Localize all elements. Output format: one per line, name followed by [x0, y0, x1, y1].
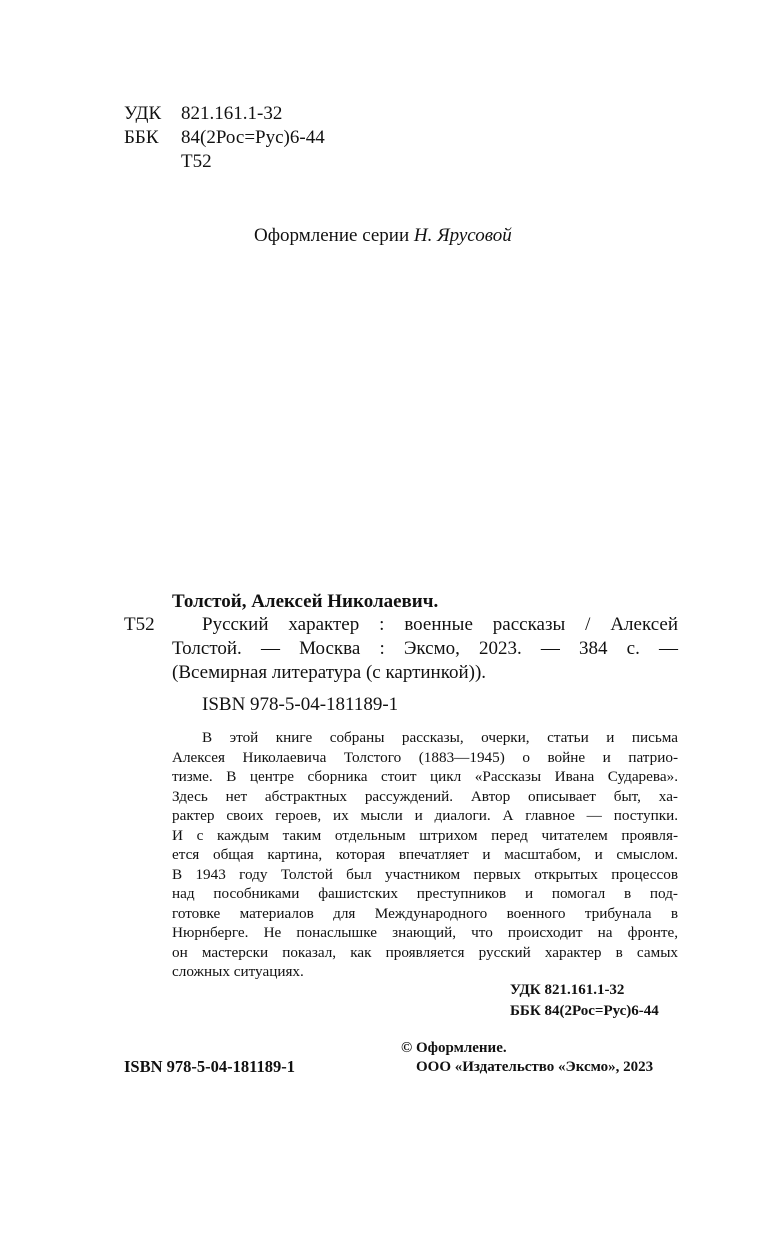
annotation-line: Здесь нет абстрактных рассуждений. Автор описывает быт, ха-: [172, 788, 678, 805]
bib-line-1: Русский характер : военные рассказы / Алексей: [202, 614, 678, 635]
author-heading: Толстой, Алексей Николаевич.: [172, 591, 439, 612]
annotation-line: ется общая картина, которая впечатляет и масштабом, и смыслом.: [172, 846, 678, 863]
annotation-line: Алексея Николаевича Толстого (1883—1945) о войне и патрио-: [172, 749, 678, 766]
bbk-value: 84(2Рос=Рус)6-44: [181, 127, 325, 148]
footer-isbn: ISBN 978-5-04-181189-1: [124, 1057, 295, 1076]
index-udk: УДК 821.161.1-32: [510, 982, 625, 998]
index-bbk: ББК 84(2Рос=Рус)6-44: [510, 1003, 659, 1019]
copyright-line-1: © Оформление.: [401, 1040, 507, 1056]
annotation-line: тизме. В центре сборника стоит цикл «Рассказы Ивана Сударева».: [172, 768, 678, 785]
copyright-line-2: ООО «Издательство «Эксмо», 2023: [416, 1059, 654, 1075]
isbn-line: ISBN 978-5-04-181189-1: [202, 694, 399, 715]
annotation-line: Нюрнберге. Не понаслышке знающий, что происходит на фронте,: [172, 924, 678, 941]
series-credit-text: Оформление серии: [254, 225, 410, 246]
annotation-line: И с каждым таким отдельным штрихом перед читателем проявля-: [172, 827, 678, 844]
annotation-line: над пособниками фашистских преступников и помогал в под-: [172, 885, 678, 902]
bib-line-3: (Всемирная литература (с картинкой)).: [172, 662, 487, 683]
author-mark: Т52: [124, 614, 155, 635]
annotation-line: В 1943 году Толстой был участником первых открытых процессов: [172, 866, 678, 883]
series-credit: [254, 225, 512, 247]
annotation-line: рактер своих героев, их мысли и диалоги. А главное — поступки.: [172, 807, 678, 824]
udk-value: 821.161.1-32: [181, 103, 283, 124]
bib-line-2: Толстой. — Москва : Эксмо, 2023. — 384 с. —: [172, 638, 678, 659]
annotation-line: он мастерски показал, как проявляется русский характер в самых: [172, 944, 678, 961]
author-mark-top: Т52: [181, 151, 212, 172]
annotation-line: сложных ситуациях.: [172, 963, 304, 980]
annotation-line: В этой книге собраны рассказы, очерки, статьи и письма: [202, 729, 678, 746]
annotation-line: готовке материалов для Международного военного трибунала в: [172, 905, 678, 922]
bbk-label: ББК: [124, 127, 159, 148]
series-designer: Н. Ярусовой: [413, 225, 512, 246]
udk-label: УДК: [124, 103, 162, 124]
